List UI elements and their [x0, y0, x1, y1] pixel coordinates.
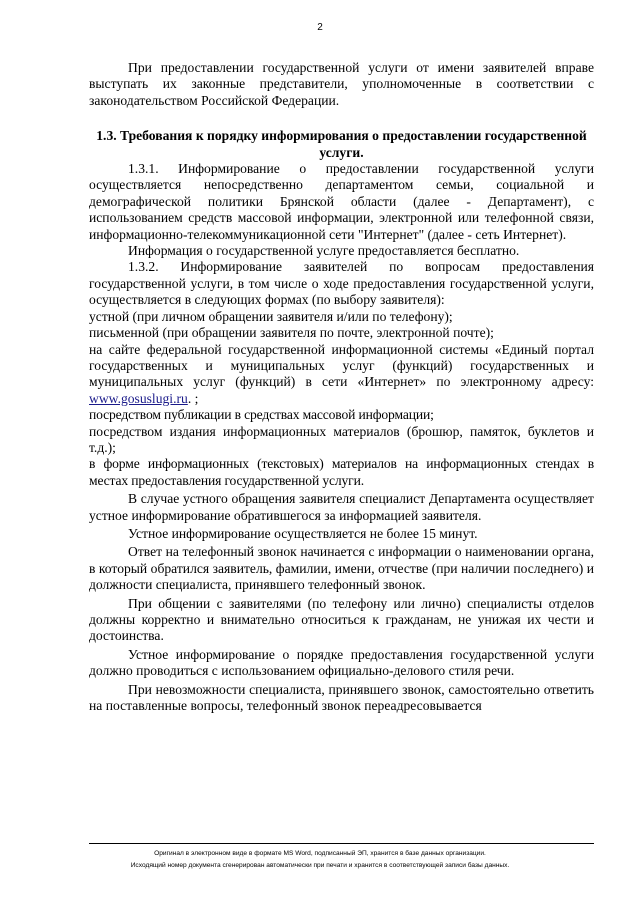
page-number: 2 — [317, 22, 323, 33]
portal-text: на сайте федеральной государственной информационной системы «Единый портал государственных и муниципальных услуг (функций) государственных и муниципальных услуг (функций) в сети «Интернет» по электронному адресу: — [89, 341, 594, 390]
list-item-stands: в форме информационных (текстовых) материалов на информационных стендах в местах предоставления государственной услуги. — [89, 456, 594, 488]
paragraph-redirect: При невозможности специалиста, принявшего звонок, самостоятельно ответить на поставленные вопросы, телефонный звонок переадресовывается — [89, 681, 594, 714]
section-heading-1-3: 1.3. Требования к порядку информирования о предоставлении государственной услуги. — [96, 128, 587, 160]
paragraph-politeness: При общении с заявителями (по телефону или лично) специалисты отделов должны корректно и внимательно относиться к гражданам, не унижая их чести и достоинства. — [89, 595, 594, 644]
footer-note-original: Оригинал в электронном виде в формате MS Word, подписанный ЭП, хранится в базе данных организации. — [154, 850, 486, 857]
paragraph-1-3-2: 1.3.2. Информирование заявителей по вопросам предоставления государственной услуги, в том числе о ходе предоставления государственной услуги, осуществляется в следующих формах (по выбору заявителя): — [89, 259, 594, 308]
paragraph-representatives: При предоставлении государственной услуги от имени заявителей вправе выступать их законные представители, уполномоченные в соответствии с законодательством Российской Федерации. — [89, 60, 594, 108]
paragraph-phone-answer: Ответ на телефонный звонок начинается с информации о наименовании органа, в который обратился заявитель, фамилии, имени, отчестве (при наличии последнего) и должности специалиста, принявшего телефонный звонок. — [89, 544, 594, 593]
list-item-materials: посредством издания информационных материалов (брошюр, памяток, буклетов и т.д.); — [89, 423, 594, 455]
list-item-oral: устной (при личном обращении заявителя и/или по телефону); — [89, 308, 453, 324]
paragraph-oral-case: В случае устного обращения заявителя специалист Департамента осуществляет устное информирование обратившегося за информацией заявителя. — [89, 491, 594, 523]
paragraph-15-minutes: Устное информирование осуществляется не более 15 минут. — [128, 525, 478, 541]
portal-tail: . ; — [187, 390, 199, 406]
footer-note-number: Исходящий номер документа сгенерирован автоматически при печати и хранится в соответствующей записи базы данных. — [130, 862, 510, 869]
paragraph-free-of-charge: Информация о государственной услуге предоставляется бесплатно. — [128, 243, 520, 259]
gosuslugi-link[interactable]: www.gosuslugi.ru — [89, 390, 188, 406]
footer-divider — [89, 843, 594, 844]
paragraph-1-3-1: 1.3.1. Информирование о предоставлении государственной услуги осуществляется непосредственно департаментом семьи, социальной и демографической политики Брянской области (далее - Департамент), с использованием средств массовой информации, электронной или телефонной связи, информационно-телекоммуникационной сети "Интернет" (далее - сеть Интернет). — [89, 161, 594, 242]
document-body — [89, 60, 594, 714]
list-item-portal — [89, 342, 594, 408]
list-item-media: посредством публикации в средствах массовой информации; — [89, 407, 434, 423]
paragraph-style: Устное информирование о порядке предоставления государственной услуги должно проводиться с использованием официально-делового стиля речи. — [89, 646, 594, 679]
list-item-written: письменной (при обращении заявителя по почте, электронной почте); — [89, 325, 494, 341]
